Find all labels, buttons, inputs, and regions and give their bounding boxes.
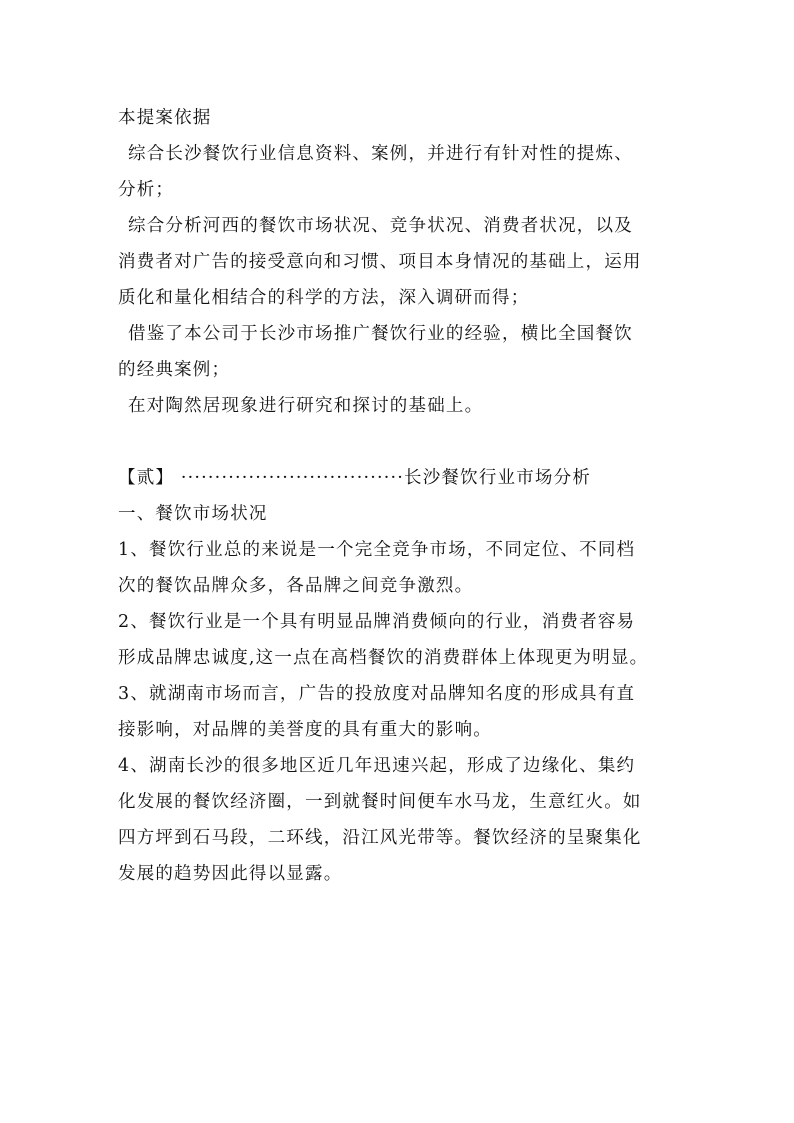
- point-4-line-3: 四方坪到石马段，二环线，沿江风光带等。餐饮经济的呈聚集化: [118, 828, 642, 848]
- basis-item-2-line-2: 消费者对广告的接受意向和习惯、项目本身情况的基础上，运用: [118, 252, 642, 272]
- basis-item-4-line-1: 在对陶然居现象进行研究和探讨的基础上。: [128, 396, 484, 416]
- section2-subheading: 一、餐饮市场状况: [118, 504, 268, 524]
- basis-item-3-line-1: 借鉴了本公司于长沙市场推广餐饮行业的经验，横比全国餐饮: [128, 324, 633, 344]
- point-2-line-2: 形成品牌忠诚度,这一点在高档餐饮的消费群体上体现更为明显。: [118, 648, 649, 668]
- point-4-line-1: 4、湖南长沙的很多地区近几年迅速兴起，形成了边缘化、集约: [118, 756, 636, 776]
- section-spacer: [118, 424, 678, 460]
- document-body: [118, 100, 678, 892]
- point-3-line-2: 接影响，对品牌的美誉度的具有重大的影响。: [118, 720, 492, 740]
- point-3-line-1: 3、就湖南市场而言，广告的投放度对品牌知名度的形成具有直: [118, 684, 636, 704]
- basis-heading: 本提案依据: [118, 108, 212, 128]
- point-4-line-4: 发展的趋势因此得以显露。: [118, 864, 343, 884]
- point-2-line-1: 2、餐饮行业是一个具有明显品牌消费倾向的行业，消费者容易: [118, 612, 636, 632]
- point-1-line-1: 1、餐饮行业总的来说是一个完全竞争市场，不同定位、不同档: [118, 540, 636, 560]
- basis-item-2-line-1: 综合分析河西的餐饮市场状况、竞争状况、消费者状况，以及: [128, 216, 633, 236]
- basis-item-3-line-2: 的经典案例；: [118, 360, 231, 380]
- point-4-line-2: 化发展的餐饮经济圈，一到就餐时间便车水马龙，生意红火。如: [118, 792, 642, 812]
- basis-item-1-line-2: 分析；: [118, 180, 175, 200]
- point-1-line-2: 次的餐饮品牌众多，各品牌之间竞争激烈。: [118, 576, 474, 596]
- section2-title: 【贰】 ·································长沙餐饮行业市场分析: [118, 468, 592, 488]
- basis-item-2-line-3: 质化和量化相结合的科学的方法，深入调研而得；: [118, 288, 530, 308]
- basis-item-1-line-1: 综合长沙餐饮行业信息资料、案例，并进行有针对性的提炼、: [128, 144, 633, 164]
